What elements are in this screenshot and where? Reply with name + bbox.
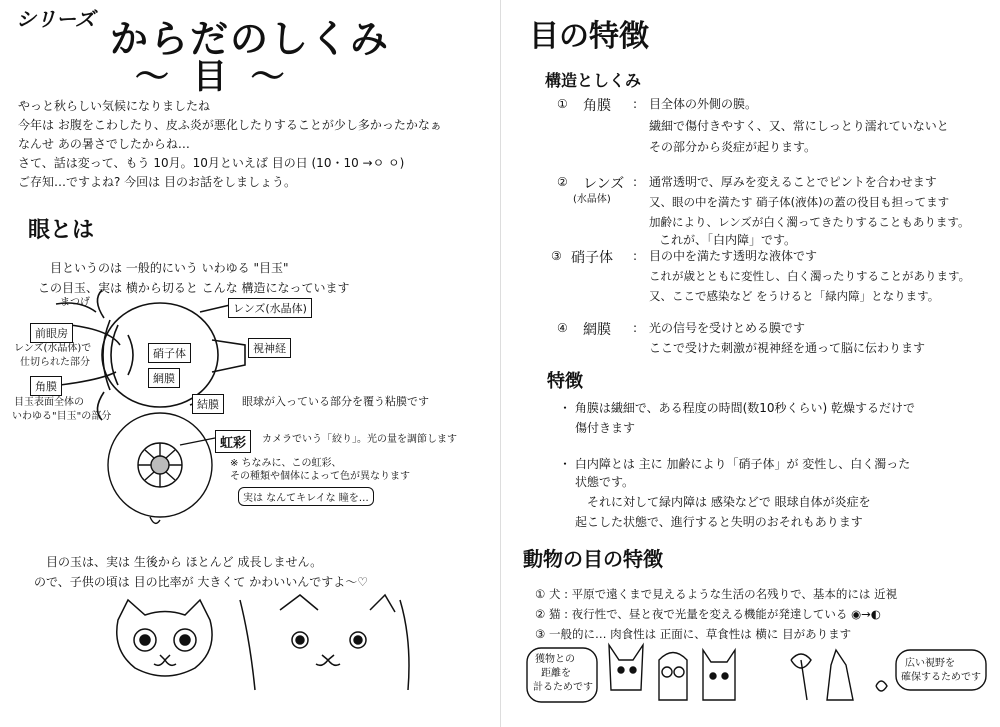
feature-line: それに対して緑内障は 感染などで 眼球自体が炎症を [587,495,871,509]
bubble-left-line: 計るためです [533,682,593,693]
right-title: 目の特徴 [529,19,649,54]
growth-line: 目の玉は、実は 生後から ほとんど 成長しません。 [46,555,323,569]
label-anterior-chamber: 前眼房 [30,323,73,343]
feature-line: 傷付きます [575,421,636,435]
bubble-right-line: 確保するためです [901,672,981,683]
structure-desc: ここで受けた刺激が視神経を通って脳に伝わります [649,341,926,355]
structure-desc: 通常透明で、厚みを変えることでピントを合わせます [649,175,937,189]
iris-note: カメラでいう「絞り」。光の量を調節します [262,434,457,445]
page-title: からだのしくみ [110,17,391,61]
iris-speech-bubble: 実は なんてキレイな 瞳を… [238,487,374,506]
structure-desc: その部分から炎症が起ります。 [649,140,817,154]
structure-num: ② [557,175,568,189]
structure-desc: 繊細で傷付きやすく、又、常にしっとり濡れていないと [649,119,949,133]
right-page [500,0,1000,727]
structure-heading: 構造としくみ [545,71,642,90]
eye-intro-line: この目玉、実は 横から切ると こんな 構造になっています [38,281,350,295]
cornea-note-line: 目玉表面全体の [14,397,84,408]
structure-name: 角膜 [583,98,611,114]
animal-line: ③ 一般的に… 肉食性は 正面に、草食性は 横に 目があります [535,627,852,641]
series-label: シリーズ [16,7,95,31]
anterior-note-line: 仕切られた部分 [20,357,90,368]
colon: : [633,175,638,189]
structure-desc: 目全体の外側の膜。 [649,97,758,111]
animal-line: ① 犬 : 平原で遠くまで見えるような生活の名残りで、基本的には 近視 [535,587,898,601]
intro-line: 今年は お腹をこわしたり、皮ふ炎が悪化したりすることが少し多かったかなぁ [18,118,442,132]
iris-aside-line: その種類や個体によって色が異なります [230,471,410,482]
intro-line: さて、話は変って、もう 10月。10月といえば 目の日 (10・10 →ㅇ ㅇ) [18,156,405,170]
animal-doodles-illustration [501,0,1000,727]
structure-desc: 加齢により、レンズが白く濁ってきたりすることもあります。 [649,215,970,229]
label-cornea: 角膜 [30,376,62,396]
structure-name: レンズ [583,176,625,192]
label-iris: 虹彩 [215,430,251,453]
feature-line: 起こした状態で、進行すると失明のおそれもあります [575,515,863,529]
bubble-left-line: 獲物との [535,654,575,665]
feature-line: 状態です。 [575,475,635,489]
structure-desc: 又、ここで感染など をうけると「緑内障」となります。 [649,289,940,303]
structure-desc: これが、「白内障」です。 [659,233,797,247]
bubble-right-line: 広い視野を [905,658,955,669]
bubble-left-line: 距離を [541,668,571,679]
intro-line: なんせ あの暑さでしたからね… [18,137,190,151]
iris-aside-line: ※ ちなみに、この虹彩、 [230,458,342,469]
animals-heading: 動物の目の特徴 [523,547,663,571]
label-optic-nerve: 視神経 [248,338,291,358]
eye-intro-line: 目というのは 一般的にいう いわゆる "目玉" [50,261,289,275]
section-heading-eye: 眼とは [28,218,95,243]
label-conjunctiva: 結膜 [192,394,224,414]
structure-name: 網膜 [583,322,611,338]
intro-line: ご存知…ですよね? 今回は 目のお話をしましょう。 [18,175,296,189]
intro-line: やっと秋らしい気候になりましたね [18,99,211,113]
structure-num: ③ [551,249,562,263]
cornea-note-line: いわゆる"目玉"の部分 [12,411,112,422]
feature-line: ・ 白内障とは 主に 加齢により「硝子体」が 変性し、白く濁った [559,457,911,471]
label-retina: 網膜 [148,368,180,388]
structure-num: ① [557,97,568,111]
structure-desc: これが歳とともに変性し、白く濁ったりすることがあります。 [649,269,971,283]
animal-line: ② 猫 : 夜行性で、昼と夜で光量を変える機能が発達している ◉→◐ [535,607,881,621]
structure-desc: 光の信号を受けとめる膜です [649,321,806,335]
colon: : [633,249,638,263]
structure-desc: 目の中を満たす透明な液体です [649,249,818,263]
structure-num: ④ [557,321,568,335]
conjunctiva-note: 眼球が入っている部分を覆う粘膜です [242,395,429,408]
structure-sub: (水晶体) [573,194,611,205]
features-heading: 特徴 [547,371,583,392]
colon: : [633,321,638,335]
structure-desc: 又、眼の中を満たす 硝子体(液体)の蓋の役目も担ってます [649,195,950,209]
label-vitreous: 硝子体 [148,343,191,363]
label-lens: レンズ(水晶体) [228,298,312,318]
colon: : [633,97,638,111]
feature-line: ・ 角膜は繊細で、ある程度の時間(数10秒くらい) 乾燥するだけで [559,401,916,415]
anterior-note-line: レンズ(水晶体)で [14,343,92,354]
structure-name: 硝子体 [571,250,613,266]
label-eyelash: まつげ [60,297,90,308]
growth-line: ので、子供の頃は 目の比率が 大きくて かわいいんですよ〜♡ [34,575,368,589]
page-subtitle: 〜 目 〜 [135,57,291,97]
